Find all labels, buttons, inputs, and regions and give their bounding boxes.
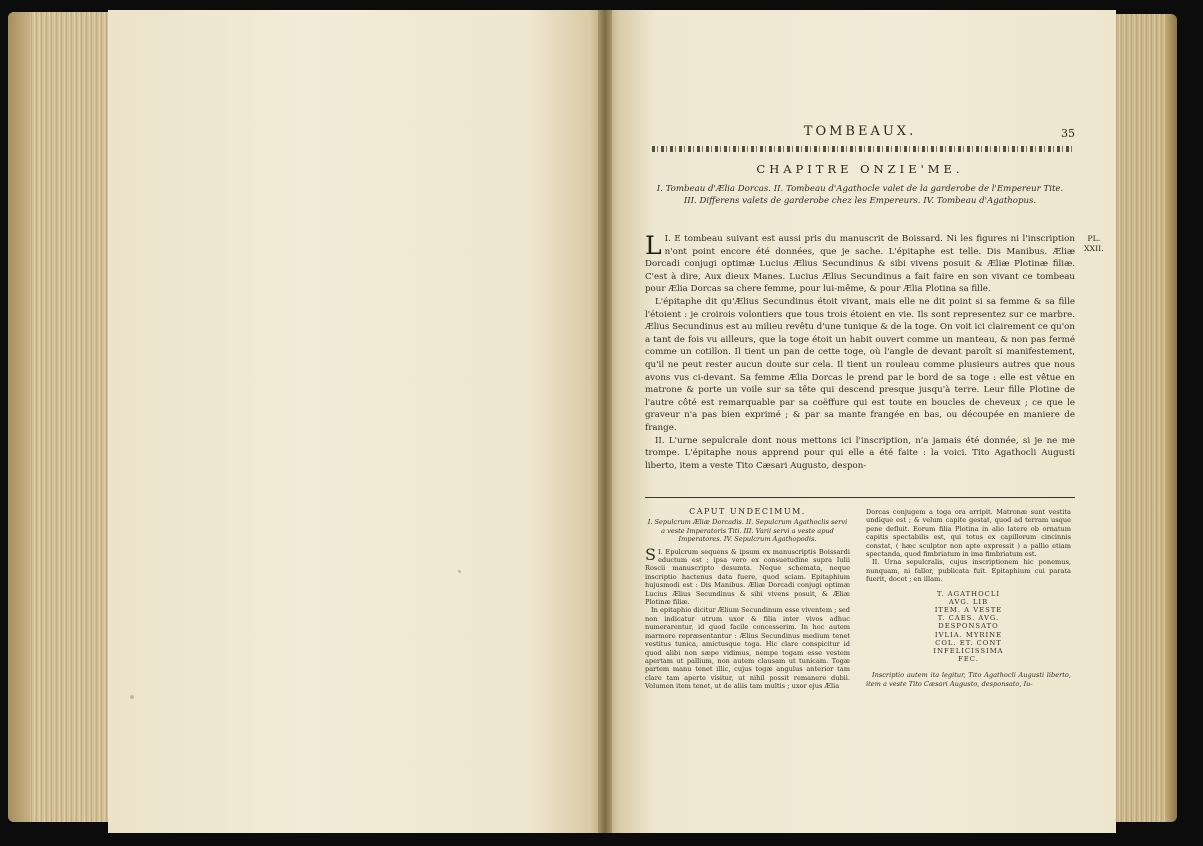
inscription-line: INFELICISSIMA — [933, 647, 1004, 656]
chapter-summary: I. Tombeau d'Ælia Dorcas. II. Tombeau d'Agathocle valet de la garderobe de l'Empereur Tite. III. Differens valets de garderobe chez les Empereurs. IV. Tombeau d'Agathopus. — [656, 184, 1064, 206]
french-text — [645, 233, 1075, 472]
latin-paragraph-1-text: Epulcrum sequens & ipsum ex manuscriptis Boissardi eductum est ; ipsa vero ex consuetudine supra Iulii Roscii manuscripto desumta. Neque schemata, neque inscriptio hactenus data fuere, quod sciam. Epitaphium hujusmodi est : Dis Manibus. Æliæ Dorcadi conjugi optimæ Lucius Ælius Secundinus & sibi vivens posuit, & Æliæ Plotinæ filiæ. — [645, 547, 851, 607]
latin-paragraph-3: Dorcas conjugem a toga ora arripit. Matronæ sunt vestita undique est ; & velum capite gestat, quod ad terram usque pene defluit. Eorum filia Plotina in alio latere ob ornatum capitis spectabilis est, qui totus ex capillorum cincinnis constat, ( hæc sculptor non apte expressit ) a pallio etiam spectanda, quod fimbriatum in ima fimbriatum est. — [866, 508, 1071, 559]
inscription-line: T. CAES. AVG. — [937, 614, 1000, 623]
latin-drop-cap: S — [645, 544, 656, 564]
latin-paragraph-5: Inscriptio autem ita legitur, Tito Agathocli Augusti liberto, item a veste Tito Cæsari Augusto, desponsato, Iu- — [866, 671, 1071, 688]
drop-cap: L — [645, 231, 662, 260]
latin-paragraph-1: I. S Epulcrum sequens & ipsum ex manuscriptis Boissardi eductum est ; ipsa vero ex consuetudine supra Iulii Roscii manuscripto desumta. Neque schemata, neque inscriptio hactenus data fuere, quod sciam. Epitaphium hujusmodi est : Dis Manibus. Æliæ Dorcadi conjugi optimæ Lucius Ælius Secundinus & sibi vivens posuit, & Æliæ Plotinæ filiæ. — [645, 544, 851, 607]
inscription-line: FEC. — [958, 655, 979, 664]
head-ornament — [652, 146, 1072, 152]
foxing-spot — [130, 695, 134, 699]
paragraph-3: II. L'urne sepulcrale dont nous mettons ici l'inscription, n'a jamais été donnée, si je ne me trompe. L'épitaphe nous apprend pour qui elle a été faite : la voici. Tito Agathocli Augusti liberto, item a veste Tito Cæsari Augusto, despon- — [645, 435, 1075, 471]
plate-label: PL. — [1087, 234, 1101, 243]
latin-column-right — [866, 508, 1071, 688]
plate-reference — [1084, 234, 1104, 254]
inscription-line: IVLIA. MYRINE — [934, 630, 1003, 639]
divider-rule — [645, 497, 1075, 498]
paragraph-2: L'épitaphe dit qu'Ælius Secundinus étoit vivant, mais elle ne dit point si sa femme & sa fille l'étoient : je croirois volontiers que tous trois étoient en vie. Ils sont representez sur ce marbre. Ælius Secundinus est au milieu revêtu d'une tunique & de la toge. On voit ici clairement ce qu'on a tant de fois vu ailleurs, que la toge étoit un habit ouvert comme un manteau, & non pas fermé comme un cotillon. Il tient un pan de cette toge, où l'angle de devant paroît si manifestement, qu'il ne peut rester aucun doute sur cela. Il tient un rouleau comme plusieurs autres que nous avons vus ci-devant. Sa femme Ælia Dorcas le prend par le bord de sa toge : elle est vêtue en matrone & porte un voile sur sa tête qui descend presque jusqu'à terre. Leur fille Plotine de l'autre côté est remarquable par sa coëffure qui est toute en boucles de cheveux ; ce que le graveur n'a pas bien exprimé ; & par sa mante frangée en bas, ou découpée en maniere de frange. — [645, 296, 1075, 433]
caput-summary: I. Sepulcrum Æliæ Dorcadis. II. Sepulcrum Agathoclis servi a veste Imperatoris Titi. III. Varii servi a veste apud Imperatores. IV. Sepulcrum Agathopodis. — [647, 518, 848, 544]
inscription-line: T. AGATHOCLI — [936, 589, 1001, 598]
page-number: 35 — [1061, 127, 1075, 140]
plate-number: XXII. — [1084, 244, 1104, 253]
inscription-line: ITEM. A VESTE — [934, 606, 1003, 615]
inscription-block — [866, 590, 1071, 664]
paragraph-1 — [645, 233, 1075, 296]
latin-column-left — [645, 508, 850, 691]
paragraph-1-text: E tombeau suivant est aussi pris du manuscrit de Boissard. Ni les figures ni l'inscription n'ont point encore été données, que je sache. L'épitaphe est telle. Dis Manibus. Æliæ Dorcadi conjugi optimæ Lucius Ælius Secundinus & sibi vivens posuit & Æliæ Plotinæ filiæ. C'est à dire, Aux dieux Manes. Lucius Ælius Secundinus a fait faire en son vivant ce tombeau pour Ælia Dorcas sa chere femme, pour lui-même, & pour Ælia Plotina sa fille. — [645, 234, 1075, 295]
latin-paragraph-2: In epitaphio dicitur Ælium Secundinum esse viventem ; sed non indicatur utrum uxor & filia inter vivos adhuc numerarentur, id quod facile concesserim. In hoc autem marmore repræsentantur : Ælius Secundinus medium tenet vestitus tunica, amictusque toga. Hic clare conspicitur id quod alibi non sæpe vidimus, nempe togam esse vestem apertam ut pallium, non autem clausam ut tunicam. Togæ partem manu tenet illic, cujus togæ angulus anterior tam clare tam aperte visitur, ut nihil possit remanere dubii. Volumen item tenet, ut de aliis tam multis ; uxor ejus Ælia — [645, 606, 850, 691]
left-cover-edge — [8, 12, 30, 822]
inscription-line: AVG. LIB — [948, 597, 989, 606]
latin-paragraph-4: II. Urna sepulcralis, cujus inscriptionem hic ponemus, nunquam, ni fallor, publicata fuit. Epitaphium cui parata fuerit, docet ; en illam. — [866, 558, 1071, 584]
foxing-spot — [458, 570, 461, 573]
paragraph-number: I. — [664, 234, 671, 244]
caput-title: CAPUT UNDECIMUM. — [689, 507, 806, 516]
book-gutter — [598, 10, 612, 833]
running-head: TOMBEAUX. — [803, 124, 917, 139]
inscription-line: COL. ET. CONT — [935, 638, 1002, 647]
inscription-line: DESPONSATO — [938, 622, 999, 631]
right-cover-edge — [1165, 14, 1177, 822]
left-page-blank — [108, 10, 604, 833]
chapter-title: CHAPITRE ONZIE'ME. — [756, 162, 964, 176]
